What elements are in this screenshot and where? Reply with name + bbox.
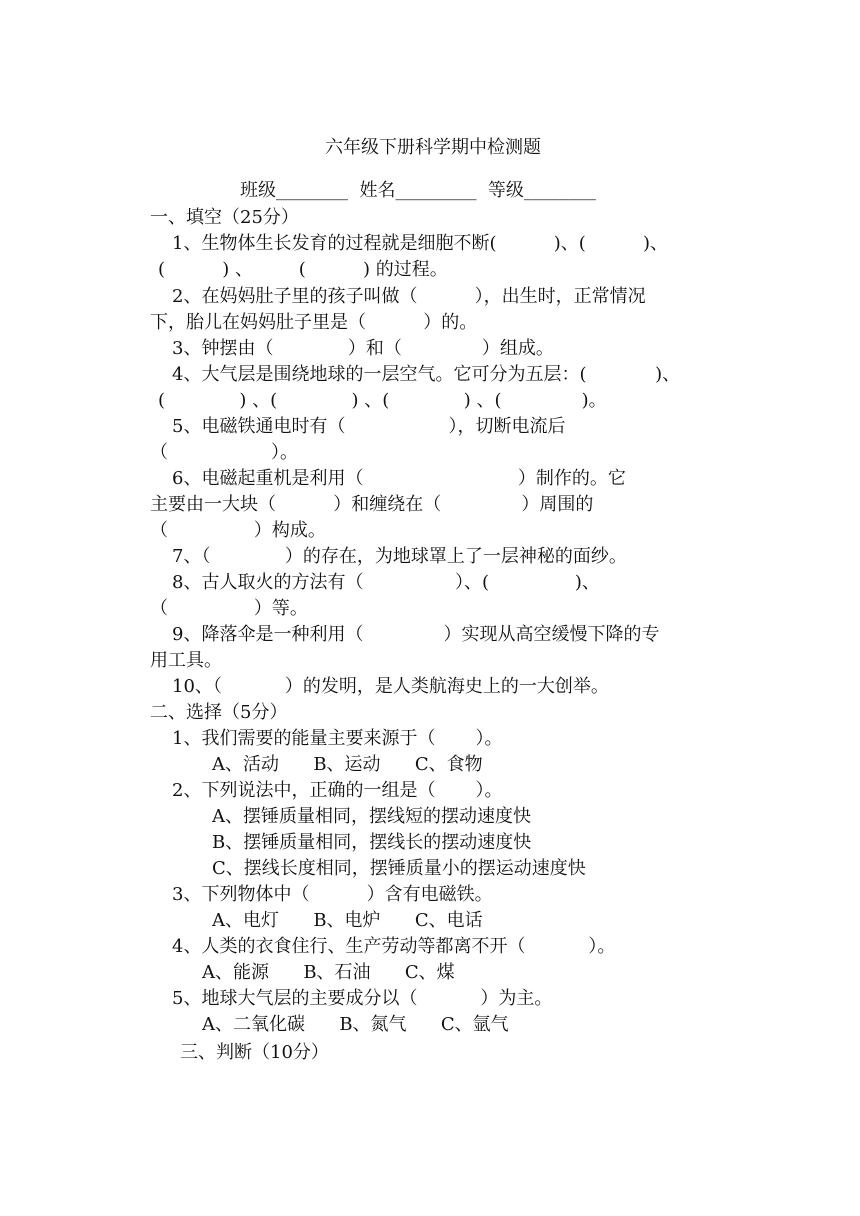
choice-q4-options: A、能源 B、石油 C、煤 (202, 962, 455, 983)
fill-line-17: 用工具。 (150, 650, 222, 671)
section-judgement-heading: 三、判断（10分） (180, 1042, 329, 1063)
fill-line-8: 5、电磁铁通电时有（ ），切断电流后 (172, 416, 566, 437)
fill-line-4: 下，胎儿在妈妈肚子里是（ ）的。 (150, 312, 478, 333)
choice-q1-options: A、活动 B、运动 C、食物 (212, 754, 483, 775)
fill-line-13: 7、（ ）的存在，为地球罩上了一层神秘的面纱。 (172, 546, 627, 567)
fill-line-10: 6、电磁起重机是利用（ ）制作的。它 (172, 468, 626, 489)
fill-line-5: 3、钟摆由（ ）和（ ）组成。 (172, 338, 554, 359)
fill-line-9: （ ）。 (150, 442, 298, 463)
student-info-line: 班级________ 姓名_________ 等级________ (240, 180, 596, 201)
choice-q5: 5、地球大气层的主要成分以（ ）为主。 (172, 988, 553, 1009)
choice-q1: 1、我们需要的能量主要来源于（ ）。 (172, 728, 503, 749)
section-fill-blank-heading: 一、填空（25分） (150, 207, 299, 228)
fill-line-6: 4、大气层是围绕地球的一层空气。它可分为五层：( )、 (172, 364, 681, 385)
fill-line-11: 主要由一大块（ ）和缠绕在（ ）周围的 (150, 494, 594, 515)
fill-line-16: 9、降落伞是一种利用（ ）实现从高空缓慢下降的专 (172, 624, 660, 645)
choice-q2: 2、下列说法中，正确的一组是（ ）。 (172, 780, 503, 801)
fill-line-14: 8、古人取火的方法有（ ）、( )、 (172, 572, 600, 593)
choice-q2-option-a: A、摆锤质量相同，摆线短的摆动速度快 (212, 806, 531, 827)
fill-line-2: ( ) 、 ( ) 的过程。 (158, 259, 448, 280)
fill-line-18: 10、（ ）的发明，是人类航海史上的一大创举。 (172, 676, 609, 697)
choice-q2-option-c: C、摆线长度相同，摆锤质量小的摆运动速度快 (212, 858, 586, 879)
fill-line-1: 1、生物体生长发育的过程就是细胞不断( )、( )、 (172, 233, 668, 254)
fill-line-7: ( ) 、( ) 、( ) 、( )。 (158, 390, 607, 411)
fill-line-12: （ ）构成。 (150, 520, 326, 541)
fill-line-15: （ ）等。 (150, 598, 308, 619)
page-title: 六年级下册科学期中检测题 (325, 137, 541, 158)
choice-q5-options: A、二氧化碳 B、氮气 C、氩气 (202, 1014, 509, 1035)
choice-q3: 3、下列物体中（ ）含有电磁铁。 (172, 884, 493, 905)
choice-q3-options: A、电灯 B、电炉 C、电话 (212, 910, 483, 931)
fill-line-3: 2、在妈妈肚子里的孩子叫做（ ），出生时，正常情况 (172, 286, 646, 307)
choice-q2-option-b: B、摆锤质量相同，摆线长的摆动速度快 (212, 832, 532, 853)
section-choice-heading: 二、选择（5分） (150, 702, 288, 723)
choice-q4: 4、人类的衣食住行、生产劳动等都离不开（ ）。 (172, 936, 616, 957)
